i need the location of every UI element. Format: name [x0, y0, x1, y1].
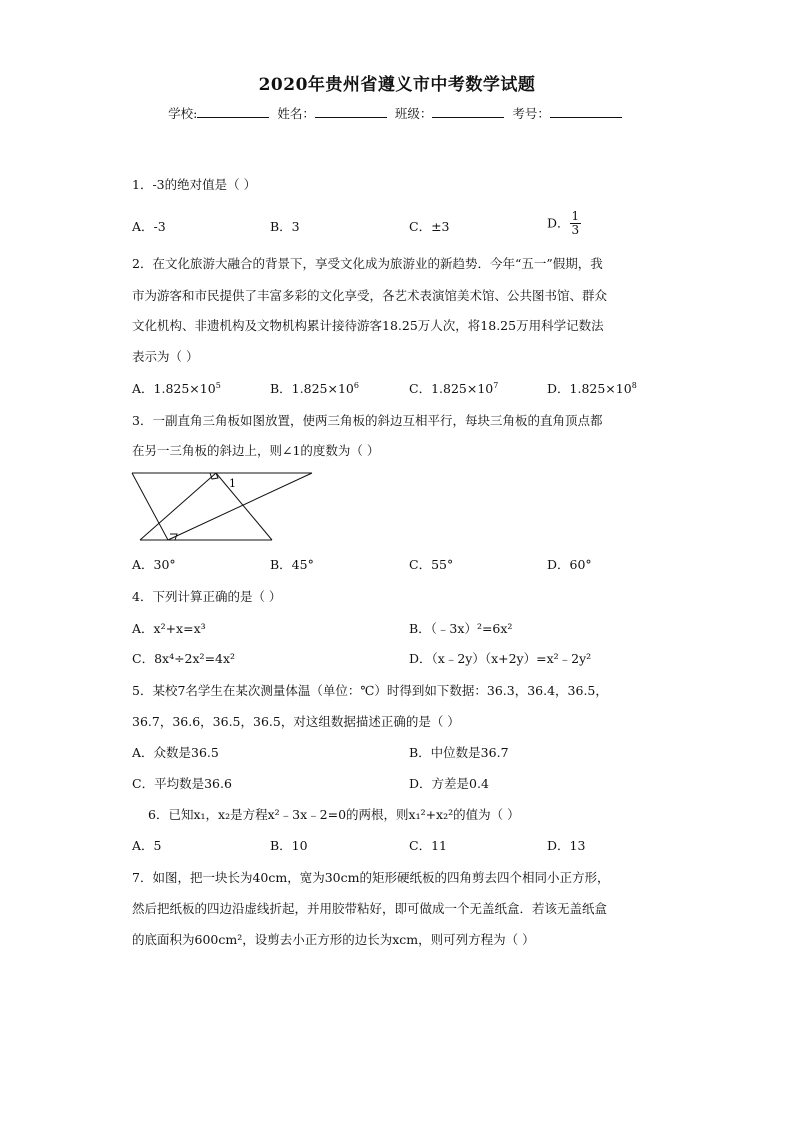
q5-stem-line-1: 5．某校7名学生在某次测量体温（单位：℃）时得到如下数据：36.3，36.4，36.5，	[132, 683, 608, 698]
q2-option-a	[132, 381, 221, 397]
q4-option-c: C．8x⁴÷2x²=4x²	[132, 651, 236, 666]
q2-stem-line-4: 表示为（ ）	[132, 349, 199, 364]
figure-left-edge	[132, 473, 168, 540]
q2-option-c-exponent: 7	[493, 381, 499, 390]
q6-option-c: C．11	[409, 838, 447, 853]
q1-option-d	[547, 210, 581, 237]
q6-option-b: B．10	[270, 838, 308, 853]
q3-option-b: B．45°	[270, 557, 314, 572]
q2-option-d-base: D．1.825×10	[547, 381, 632, 396]
q6-option-d: D．13	[547, 838, 586, 853]
q5-stem-line-2: 36.7，36.6，36.5，36.5，对这组数据描述正确的是（ ）	[132, 714, 460, 729]
class-blank	[432, 105, 504, 118]
q5-option-c: C．平均数是36.6	[132, 776, 232, 791]
q2-option-d	[547, 381, 637, 397]
q7-stem-line-1: 7．如图，把一块长为40cm，宽为30cm的矩形硬纸板的四角剪去四个相同小正方形，	[132, 870, 610, 885]
q2-stem-line-2: 市为游客和市民提供了丰富多彩的文化享受，各艺术表演馆美术馆、公共图书馆、群众	[132, 288, 608, 303]
q1-option-a: A．-3	[132, 219, 166, 234]
q2-option-b-base: B．1.825×10	[270, 381, 354, 396]
q4-option-b: B．（﹣3x）²=6x²	[409, 621, 513, 636]
q2-stem-line-1: 2．在文化旅游大融合的背景下，享受文化成为旅游业的新趋势．今年“五一”假期，我	[132, 256, 603, 271]
q3-option-a: A．30°	[132, 557, 176, 572]
page-title: 2020年贵州省遵义市中考数学试题	[258, 75, 536, 95]
q2-stem-line-3: 文化机构、非遗机构及文物机构累计接待游客18.25万人次，将18.25万用科学记数法	[132, 318, 604, 333]
q6-stem: 6．已知x₁，x₂是方程x²﹣3x﹣2=0的两根，则x₁²+x₂²的值为（ ）	[148, 807, 520, 822]
school-blank	[197, 105, 269, 118]
q2-option-d-exponent: 8	[631, 381, 637, 390]
name-blank	[315, 105, 387, 118]
q3-option-c: C．55°	[409, 557, 454, 572]
fraction-one-third	[570, 210, 582, 237]
right-angle-mark-top	[210, 473, 218, 479]
q2-option-a-base: A．1.825×10	[132, 381, 216, 396]
figure-long-diagonal	[168, 473, 312, 540]
angle-1-label: 1	[229, 477, 236, 490]
q6-option-a: A．5	[132, 838, 162, 853]
q1-option-b: B．3	[270, 219, 300, 234]
q7-stem-line-2: 然后把纸板的四边沿虚线折起，并用胶带粘好，即可做成一个无盖纸盒．若该无盖纸盒	[132, 901, 608, 916]
q1-option-d-label: D．	[547, 215, 570, 231]
q5-option-a: A．众数是36.5	[132, 745, 219, 760]
school-label: 学校:	[168, 106, 198, 121]
q2-option-a-exponent: 5	[215, 381, 221, 390]
fraction-denominator: 3	[571, 223, 580, 237]
q5-option-d: D．方差是0.4	[409, 776, 489, 791]
q3-stem-line-1: 3．一副直角三角板如图放置，使两三角板的斜边互相平行，每块三角板的直角顶点都	[132, 413, 603, 428]
q2-option-b	[270, 381, 359, 397]
q2-option-c-base: C．1.825×10	[409, 381, 494, 396]
q4-option-d: D．（x﹣2y）（x+2y）=x²﹣2y²	[409, 651, 592, 666]
student-info-row	[0, 104, 794, 122]
q1-option-c: C．±3	[409, 219, 450, 234]
figure-right-leg	[216, 473, 272, 540]
q2-option-b-exponent: 6	[353, 381, 359, 390]
name-label: 姓名：	[277, 106, 315, 121]
q2-option-c	[409, 381, 498, 397]
triangle-rulers-figure	[130, 468, 320, 546]
q4-option-a: A．x²+x=x³	[132, 621, 206, 636]
exam-no-label: 考号：	[512, 106, 550, 121]
class-label: 班级：	[394, 106, 433, 121]
fraction-numerator: 1	[571, 209, 580, 223]
q7-stem-line-3: 的底面积为600cm²，设剪去小正方形的边长为xcm，则可列方程为（ ）	[132, 932, 535, 947]
q3-option-d: D．60°	[547, 557, 592, 572]
q1-stem: 1．-3的绝对值是（ ）	[132, 177, 257, 192]
q4-stem: 4．下列计算正确的是（ ）	[132, 589, 282, 604]
q5-option-b: B．中位数是36.7	[409, 745, 509, 760]
q3-stem-line-2: 在另一三角板的斜边上，则∠1的度数为（ ）	[132, 443, 380, 458]
figure-inner-leg	[140, 473, 216, 540]
exam-no-blank	[550, 105, 622, 118]
